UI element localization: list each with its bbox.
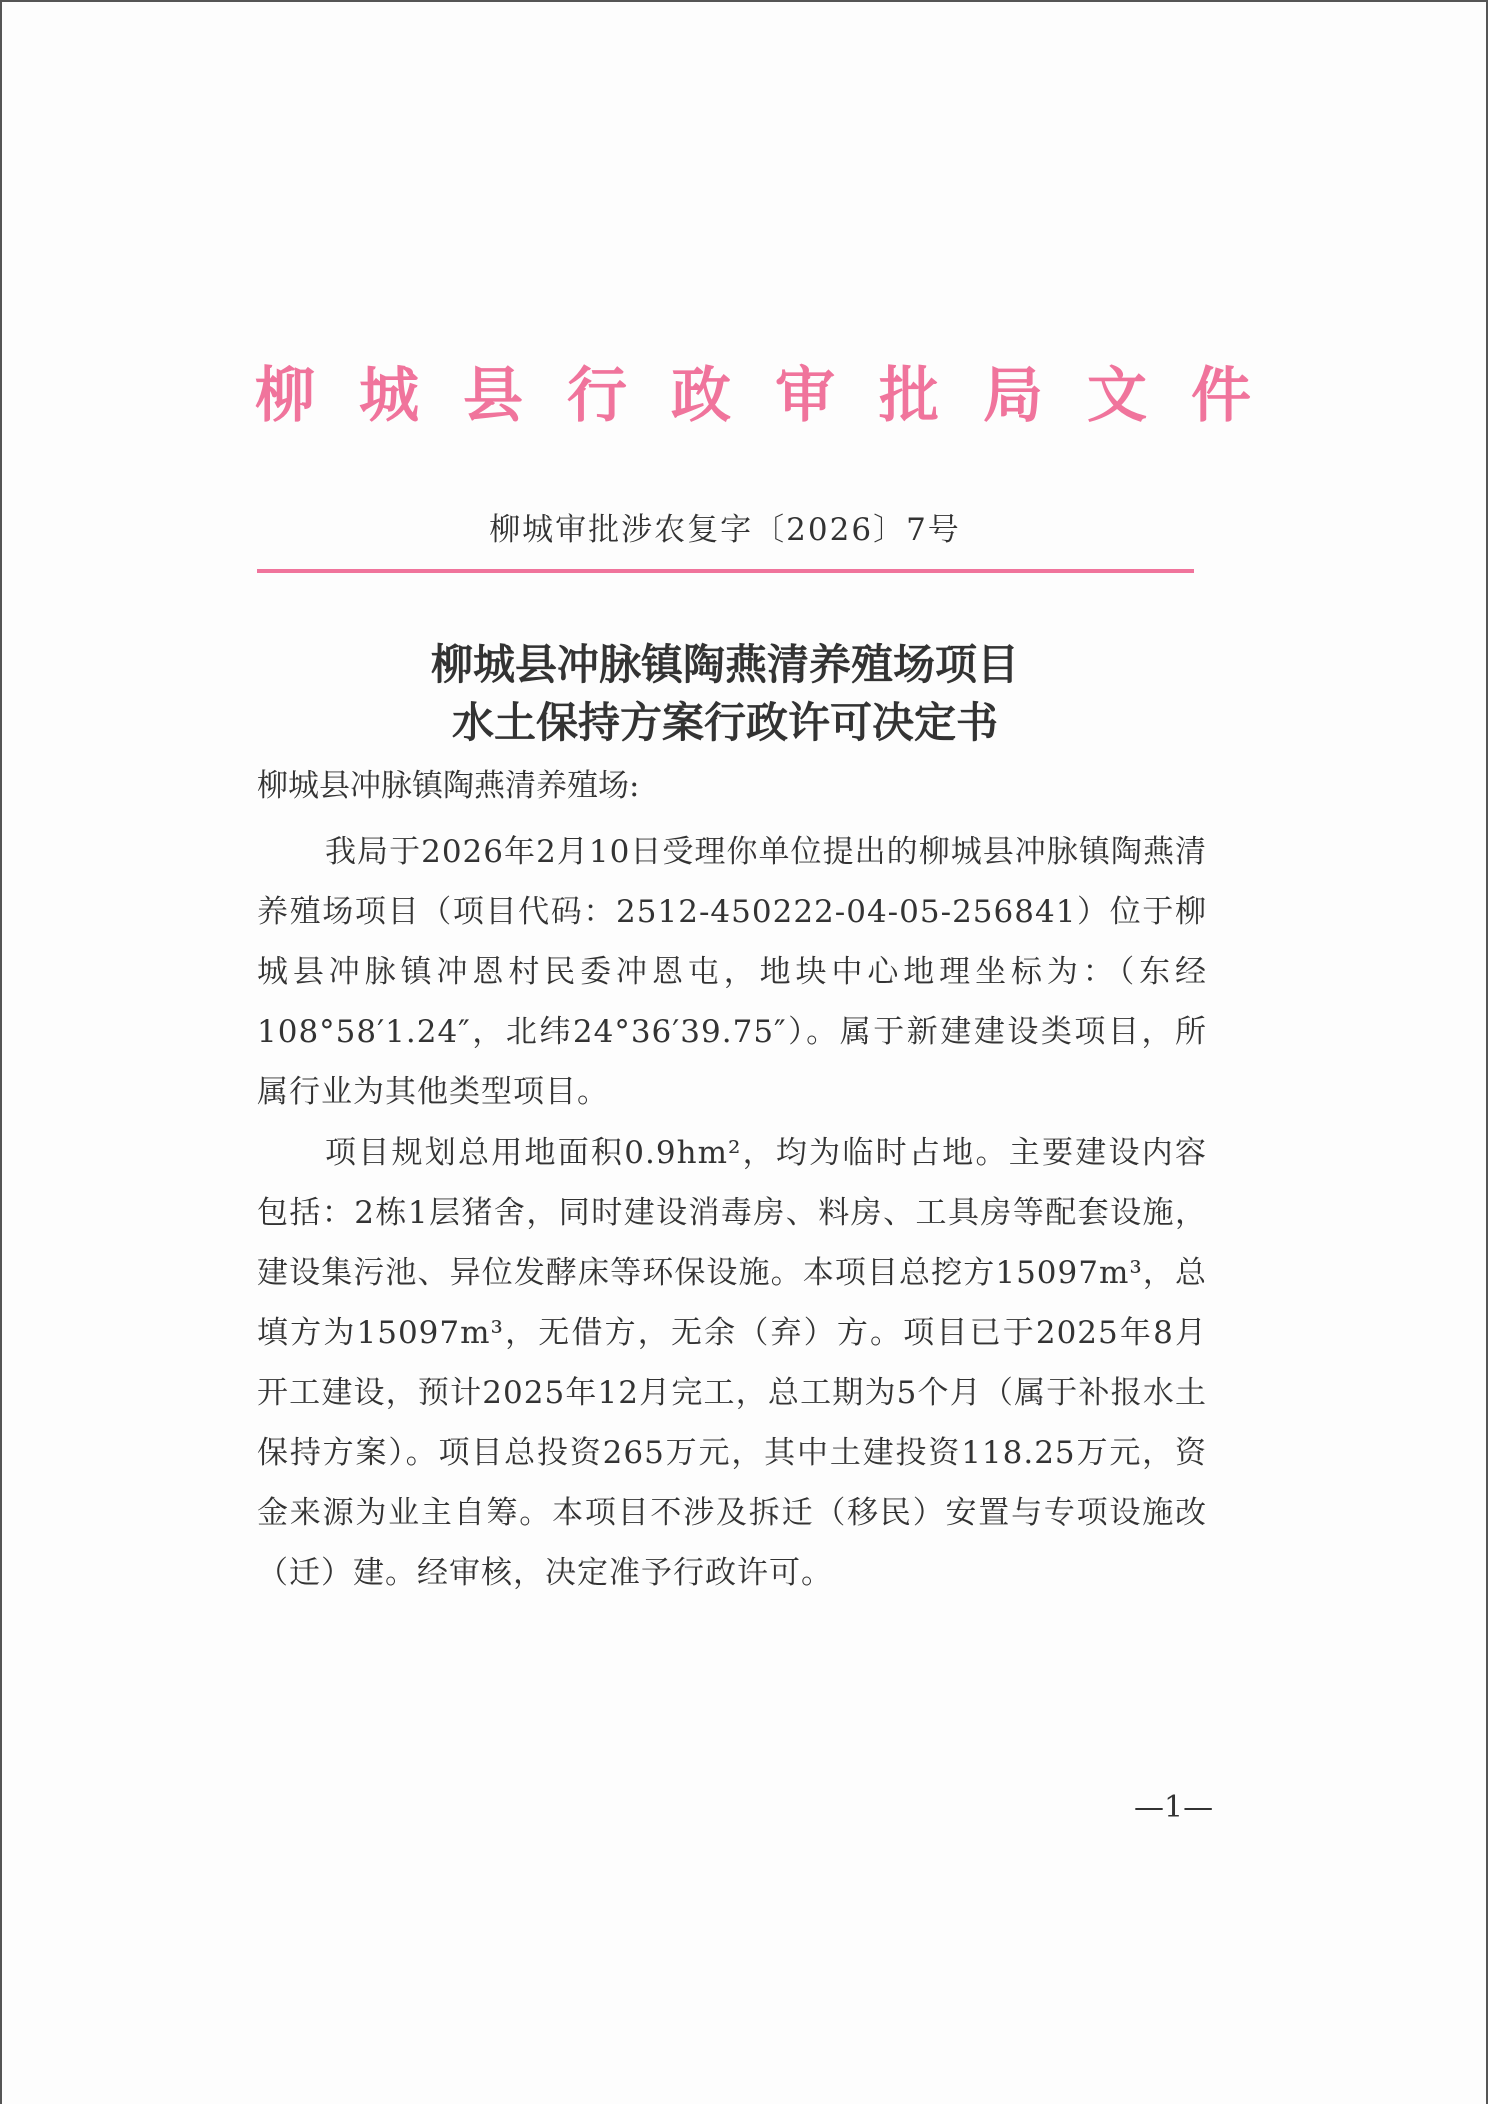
- title-line-1: 柳城县冲脉镇陶燕清养殖场项目: [430, 640, 1019, 689]
- document-title: [255, 636, 1195, 752]
- body-paragraph-2: 项目规划总用地面积0.9hm²，均为临时占地。主要建设内容包括：2栋1层猪舍，同时建设消毒房、料房、工具房等配套设施，建设集污池、异位发酵床等环保设施。本项目总挖方15097m³，总填方为15097m³，无借方，无余（弃）方。项目已于2025年8月开工建设，预计2025年12月完工，总工期为5个月（属于补报水土保持方案）。项目总投资265万元，其中土建投资118.25万元，资金来源为业主自筹。本项目不涉及拆迁（移民）安置与专项设施改（迁）建。经审核，决定准予行政许可。: [257, 1135, 1207, 1591]
- issuing-authority-masthead: 柳城县行政审批局文件: [255, 361, 1295, 431]
- page-number: —1—: [1134, 1790, 1214, 1825]
- document-number: 柳城审批涉农复字〔2026〕7号: [489, 512, 961, 548]
- addressee: 柳城县冲脉镇陶燕清养殖场:: [257, 768, 640, 804]
- title-line-2: 水土保持方案行政许可决定书: [451, 698, 998, 747]
- red-divider-line: [257, 569, 1194, 573]
- body-paragraph-1: 我局于2026年2月10日受理你单位提出的柳城县冲脉镇陶燕清养殖场项目（项目代码：2512-450222-04-05-256841）位于柳城县冲脉镇冲恩村民委冲恩屯，地块中心地理坐标为：（东经108°58′1.24″，北纬24°36′39.75″）。属于新建建设类项目，所属行业为其他类型项目。: [257, 834, 1207, 1110]
